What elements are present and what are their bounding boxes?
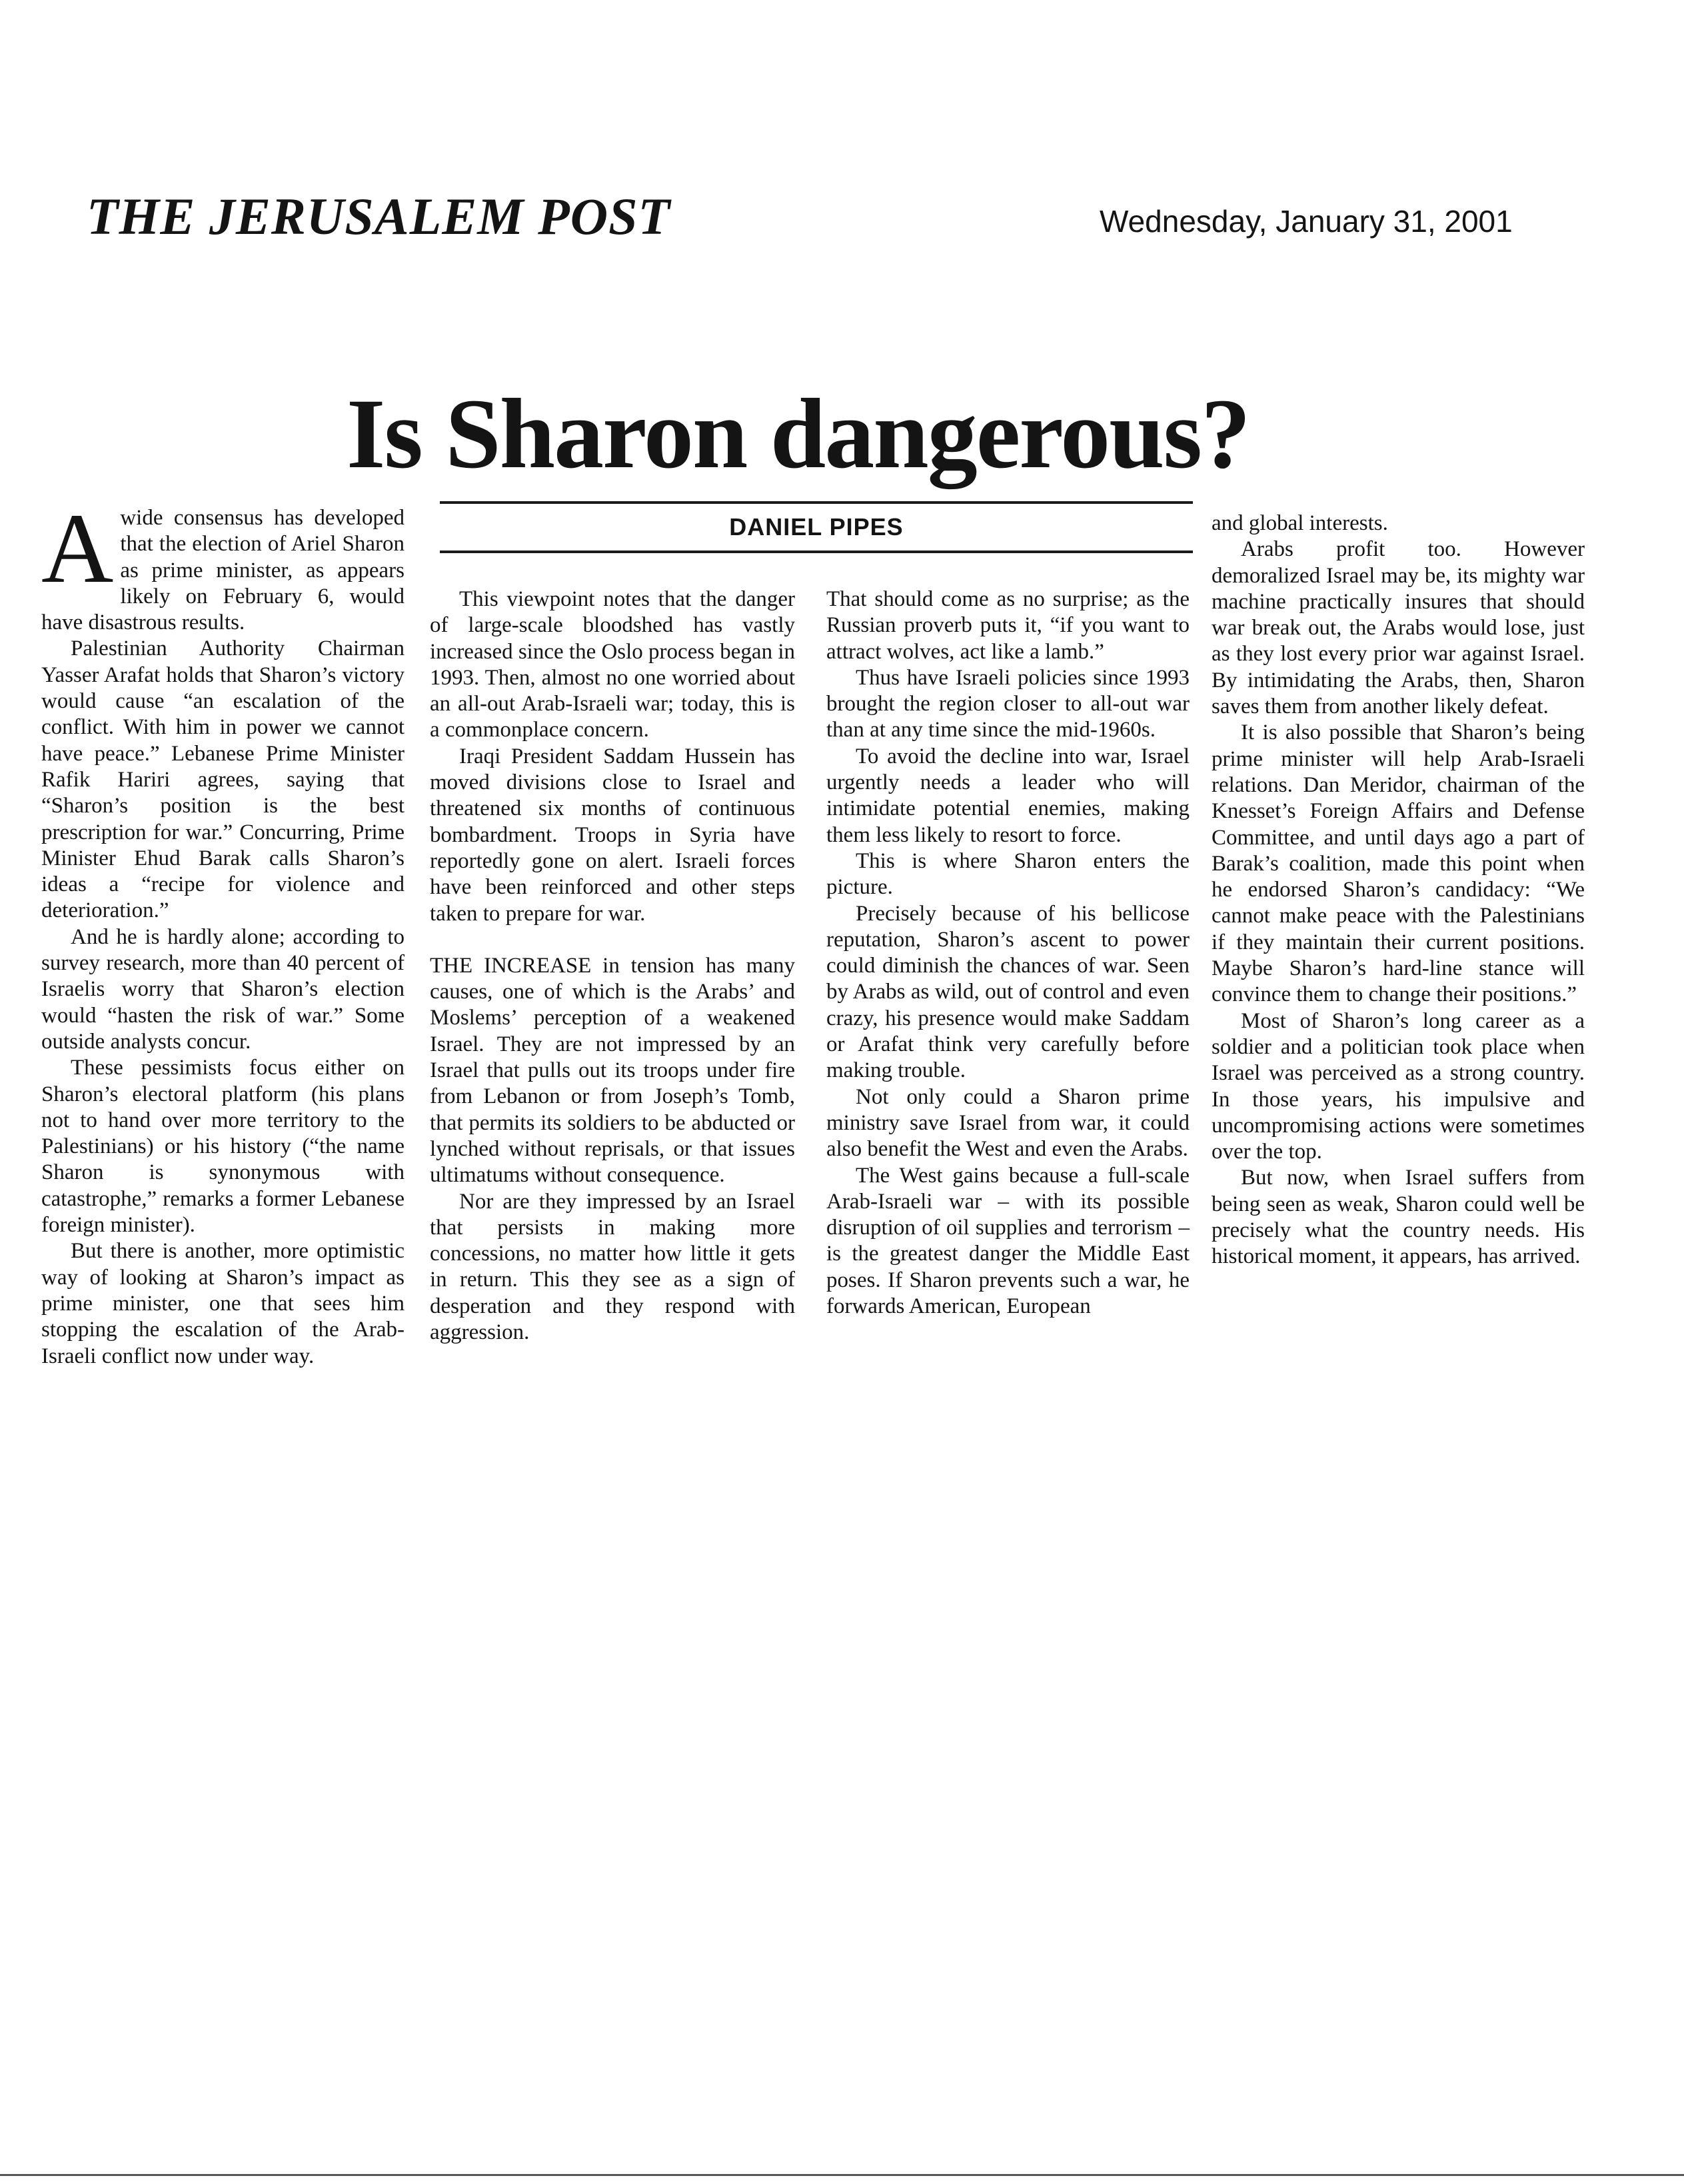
paragraph: These pessimists focus either on Sharon’s electoral platform (his plans not to hand over more territory to the Palestinians) or his history (“the name Sharon is synonymous with catastrophe,” remarks a former Lebanese foreign minister). [41,1056,405,1238]
paragraph: That should come as no surprise; as the Russian proverb puts it, “if you want to attract wolves, act like a lamb.” [826,587,1190,664]
paragraph: But there is another, more optimistic way of looking at Sharon’s impact as prime minister, one that sees him stopping the escalation of the Arab-Israeli conflict now under way. [41,1239,405,1368]
paragraph: THE INCREASE in tension has many causes, one of which is the Arabs’ and Moslems’ perception of a weakened Israel. They are not impressed by an Israel that pulls out its troops under fire from Lebanon or from Joseph’s Tomb, that permits its soldiers to be abducted or lynched without reprisals, or that issues ultimatums without consequence. [430,953,795,1188]
byline-rule-bottom [440,550,1193,553]
paragraph: To avoid the decline into war, Israel urgently needs a leader who will intimidate potential enemies, making them less likely to resort to force. [826,744,1190,847]
byline: DANIEL PIPES [729,513,904,541]
drop-cap: A [41,493,114,604]
section-break [430,927,795,953]
paragraph: Nor are they impressed by an Israel that persists in making more concessions, no matter how little it gets in return. This they see as a sign of desperation and they respond with aggression. [430,1189,795,1345]
paragraph-text: wide consensus has developed that the election of Ariel Sharon as prime minister, as appears likely on February 6, would have disastrous results. [41,506,405,635]
paragraph: This viewpoint notes that the danger of large-scale bloodshed has vastly increased since the Oslo process began in 1993. Then, almost no one worried about an all-out Arab-Israeli war; today, this is a commonplace concern. [430,587,795,742]
paragraph: Not only could a Sharon prime ministry save Israel from war, it could also benefit the West and even the Arabs. [826,1084,1190,1162]
paragraph: Arabs profit too. However demoralized Israel may be, its mighty war machine practically insures that should war break out, the Arabs would lose, just as they lost every prior war against Israel. By intimidating the Arabs, then, Sharon saves them from another likely defeat. [1212,537,1585,719]
paragraph: Precisely because of his bellicose reputation, Sharon’s ascent to power could diminish the chances of war. Seen by Arabs as wild, out of control and even crazy, his presence would make Saddam or Arafat think very carefully before making trouble. [826,901,1190,1083]
article-column-4 [1212,511,1585,1270]
paragraph: The West gains because a full-scale Arab-Israeli war – with its possible disruption of oil supplies and terrorism – is the greatest danger the Middle East poses. If Sharon prevents such a war, he forwards American, European [826,1163,1190,1319]
page-bottom-edge [0,2174,1684,2176]
paragraph [41,493,405,636]
paragraph: Iraqi President Saddam Hussein has moved divisions close to Israel and threatened six months of continuous bombardment. Troops in Syria have reportedly gone on alert. Israeli forces have been reinforced and other steps taken to prepare for war. [430,744,795,926]
paragraph: And he is hardly alone; according to survey research, more than 40 percent of Israelis worry that Sharon’s election would “hasten the risk of war.” Some outside analysts concur. [41,924,405,1054]
paragraph: Palestinian Authority Chairman Yasser Arafat holds that Sharon’s victory would cause “an escalation of the conflict. With him in power we cannot have peace.” Lebanese Prime Minister Rafik Hariri agrees, saying that “Sharon’s position is the best prescription for war.” Concurring, Prime Minister Ehud Barak calls Sharon’s ideas a “recipe for violence and deterioration.” [41,636,405,923]
masthead: THE JERUSALEM POST [87,187,671,245]
paragraph: It is also possible that Sharon’s being prime minister will help Arab-Israeli relations. Dan Meridor, chairman of the Knesset’s Foreign Affairs and Defense Committee, and until days ago a part of Barak’s coalition, made this point when he endorsed Sharon’s candidacy: “We cannot make peace with the Palestinians if they maintain their current positions. Maybe Sharon’s hard-line stance will convince them to change their positions.” [1212,720,1585,1007]
paragraph: This is where Sharon enters the picture. [826,848,1190,900]
paragraph: Most of Sharon’s long career as a soldier and a politician took place when Israel was perceived as a strong country. In those years, his impulsive and uncompromising actions were sometimes over the top. [1212,1008,1585,1164]
article-column-1 [41,493,405,1370]
article-column-3 [826,586,1190,1320]
publication-date: Wednesday, January 31, 2001 [1100,204,1513,239]
byline-rule-top [440,501,1193,504]
headline: Is Sharon dangerous? [347,379,1250,489]
paragraph: Thus have Israeli policies since 1993 brought the region closer to all-out war than at any time since the mid-1960s. [826,665,1190,742]
article-column-2 [430,586,795,1346]
paragraph: and global interests. [1212,511,1388,535]
paragraph: But now, when Israel suffers from being seen as weak, Sharon could well be precisely what the country needs. His historical moment, it appears, has arrived. [1212,1166,1585,1269]
